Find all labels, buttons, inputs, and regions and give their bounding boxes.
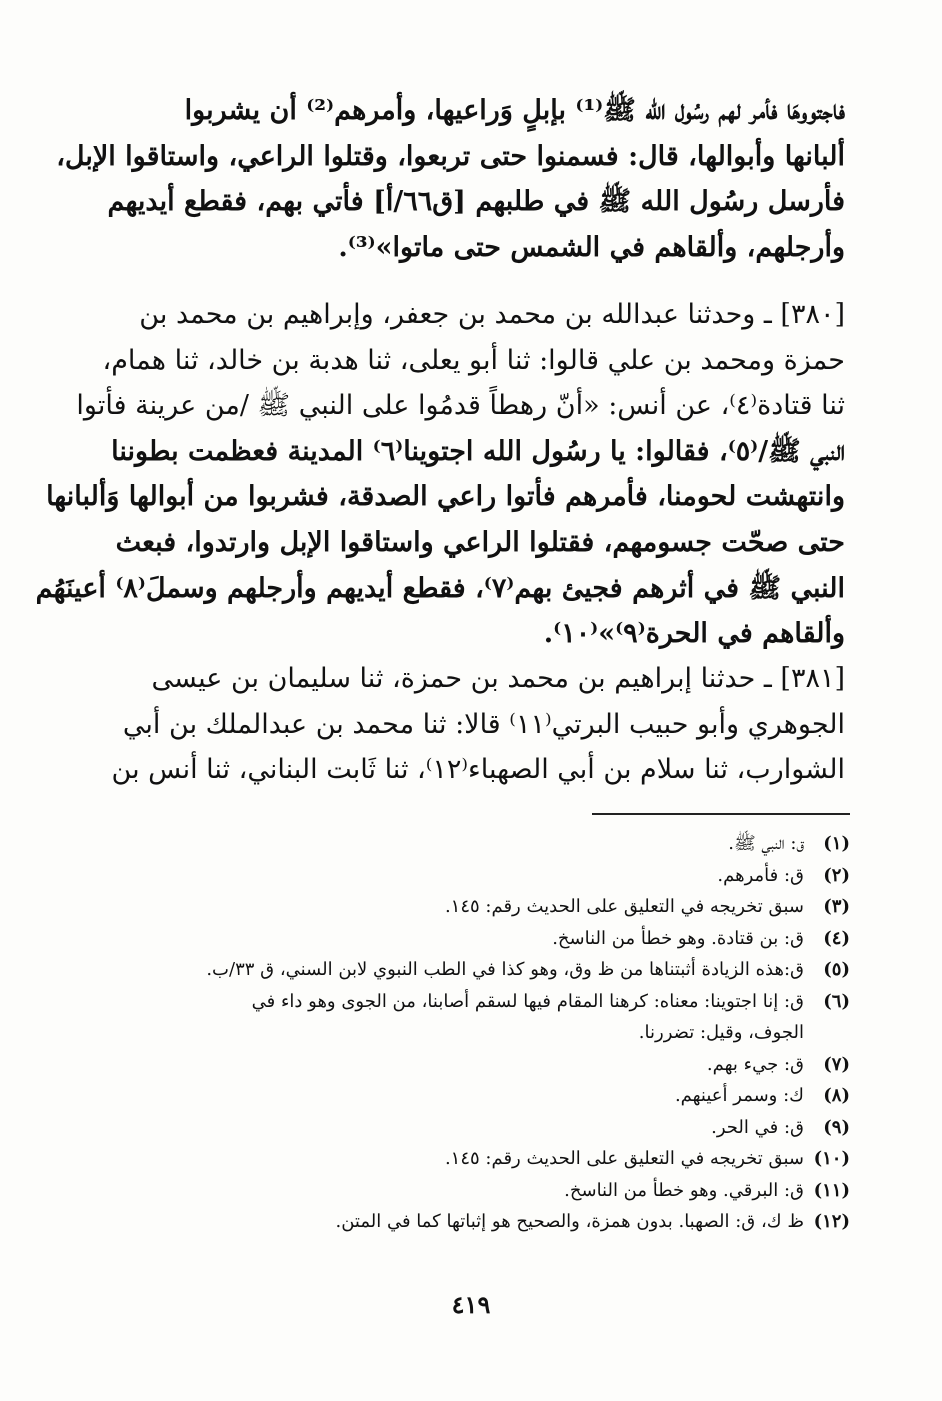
footnote [100, 891, 850, 923]
text-line: النبي ﷺ في أثرهم فجيئ بهم⁽٧⁾، فقطع أيديهم وأرجلهم وسملَ⁽٨⁾ أعينَهُم [35, 572, 845, 604]
footnote-text: ق: بن قتادة. وهو خطأ من الناسخ. [552, 927, 804, 949]
text-line: ألبانها وأبوالها، قال: فسمنوا حتى تربعوا، وقتلوا الراعي، واستاقوا الإبل، [56, 140, 845, 172]
footnote-text: سبق تخريجه في التعليق على الحديث رقم: ١٤٥. [444, 896, 804, 917]
paragraph-hadith-379-end [56, 88, 845, 270]
footnote-number: (٣) [823, 896, 850, 917]
footnote-number: (٢) [823, 864, 850, 886]
footnote-text: ق: البرقي. وهو خطأ من الناسخ. [564, 1179, 804, 1201]
footnote [100, 986, 850, 1018]
footnote-text: ق: إنا اجتوينا: معناه: كرهنا المقام فيها لسقم أصابنا، من الجوى وهو داء في [251, 990, 804, 1012]
footnote-number: (٨) [823, 1085, 850, 1106]
footnote-number: (٤) [823, 927, 850, 949]
footnote-text: ق:هذه الزيادة أثبتناها من ظ وق، وهو كذا في الطب النبوي لابن السني، ق ٣٣/ب. [206, 959, 804, 980]
footnotes [100, 828, 850, 1238]
text-line: النبي ﷺ/⁽٥⁾، فقالوا: يا رسُول الله اجتوينا⁽٦⁾ المدينة فعظمت بطوننا [111, 435, 845, 467]
footnote [100, 1049, 850, 1081]
footnote-number: (١١) [813, 1179, 850, 1201]
footnote-text: ظ ك، ق: الصهبا. بدون همزة، والصحيح هو إثباتها كما في المتن. [335, 1211, 804, 1232]
footnote-number: (١٢) [813, 1211, 850, 1232]
paragraph-hadith-381 [100, 656, 845, 793]
text-line: الجوهري وأبو حبيب البرتي⁽١١⁾ قالا: ثنا محمد بن عبدالملك بن أبي [122, 708, 845, 740]
footnote-number: (١٠) [813, 1148, 850, 1169]
text-line: وألقاهم في الحرة⁽٩⁾»⁽١٠⁾. [543, 618, 845, 650]
footnote-text: ق: النبي ﷺ. [728, 833, 804, 854]
footnote [100, 1143, 850, 1175]
page-number: ٤١٩ [451, 1290, 491, 1319]
footnote-continuation: الجوف، وقيل: تضررنا. [638, 1022, 804, 1043]
footnote [100, 860, 850, 892]
footnote [100, 1112, 850, 1144]
text-line: فأرسل رسُول الله ﷺ في طلبهم [ق٦٦/أ] فأتي بهم، فقطع أيديهم [107, 186, 845, 218]
footnote-number: (١) [823, 833, 850, 854]
footnote-text: ق: في الحر. [711, 1116, 804, 1138]
text-line: [٣٨٠] ـ وحدثنا عبدالله بن محمد بن جعفر، وإبراهيم بن محمد بن [139, 299, 845, 330]
paragraph-hadith-380 [35, 292, 845, 657]
text-line: وأرجلهم، وألقاهم في الشمس حتى ماتوا»⁽³⁾. [338, 231, 845, 263]
footnote-text: ق: جيء بهم. [706, 1053, 804, 1075]
footnote [100, 1206, 850, 1238]
footnote [100, 954, 850, 986]
text-line: الشوارب، ثنا سلام بن أبي الصهباء⁽١٢⁾، ثنا ثَابت البناني، ثنا أنس بن [111, 754, 845, 786]
footnote [100, 828, 850, 860]
footnote-text: ق: فأمرهم. [717, 864, 804, 886]
footnote-number: (٩) [823, 1116, 850, 1138]
footnote [100, 1080, 850, 1112]
footnote-text: سبق تخريجه في التعليق على الحديث رقم: ١٤٥. [444, 1148, 804, 1169]
footnote [100, 923, 850, 955]
text-line: فاجتووهَا فأمر لهم رسُول الله ﷺ⁽¹⁾ بإبلٍ وَراعيها، وأمرهم⁽²⁾ أن يشربوا [184, 95, 845, 126]
text-line: وانتهشت لحومنا، فأمرهم فأتوا راعي الصدقة، فشربوا من أبوالها وَألبانها [46, 481, 845, 513]
text-line: حمزة ومحمد بن علي قالوا: ثنا أبو يعلى، ثنا هدبة بن خالد، ثنا همام، [102, 344, 845, 376]
footnote-text: ك: وسمر أعينهم. [674, 1085, 804, 1106]
footnote-number: (٧) [823, 1053, 850, 1075]
footnote-number: (٦) [823, 990, 850, 1012]
text-line: حتى صحّت جسومهم، فقتلوا الراعي واستاقوا الإبل وارتدوا، فبعث [115, 526, 845, 558]
footnote [100, 1175, 850, 1207]
footnote-number: (٥) [823, 959, 850, 980]
text-line: [٣٨١] ـ حدثنا إبراهيم بن محمد بن حمزة، ثنا سليمان بن عيسى [151, 663, 845, 694]
footnote-divider [592, 813, 850, 815]
text-line: ثنا قتادة⁽٤⁾، عن أنس: «أنّ رهطاً قدمُوا على النبي ﷺ /من عرينة فأتوا [76, 390, 845, 422]
